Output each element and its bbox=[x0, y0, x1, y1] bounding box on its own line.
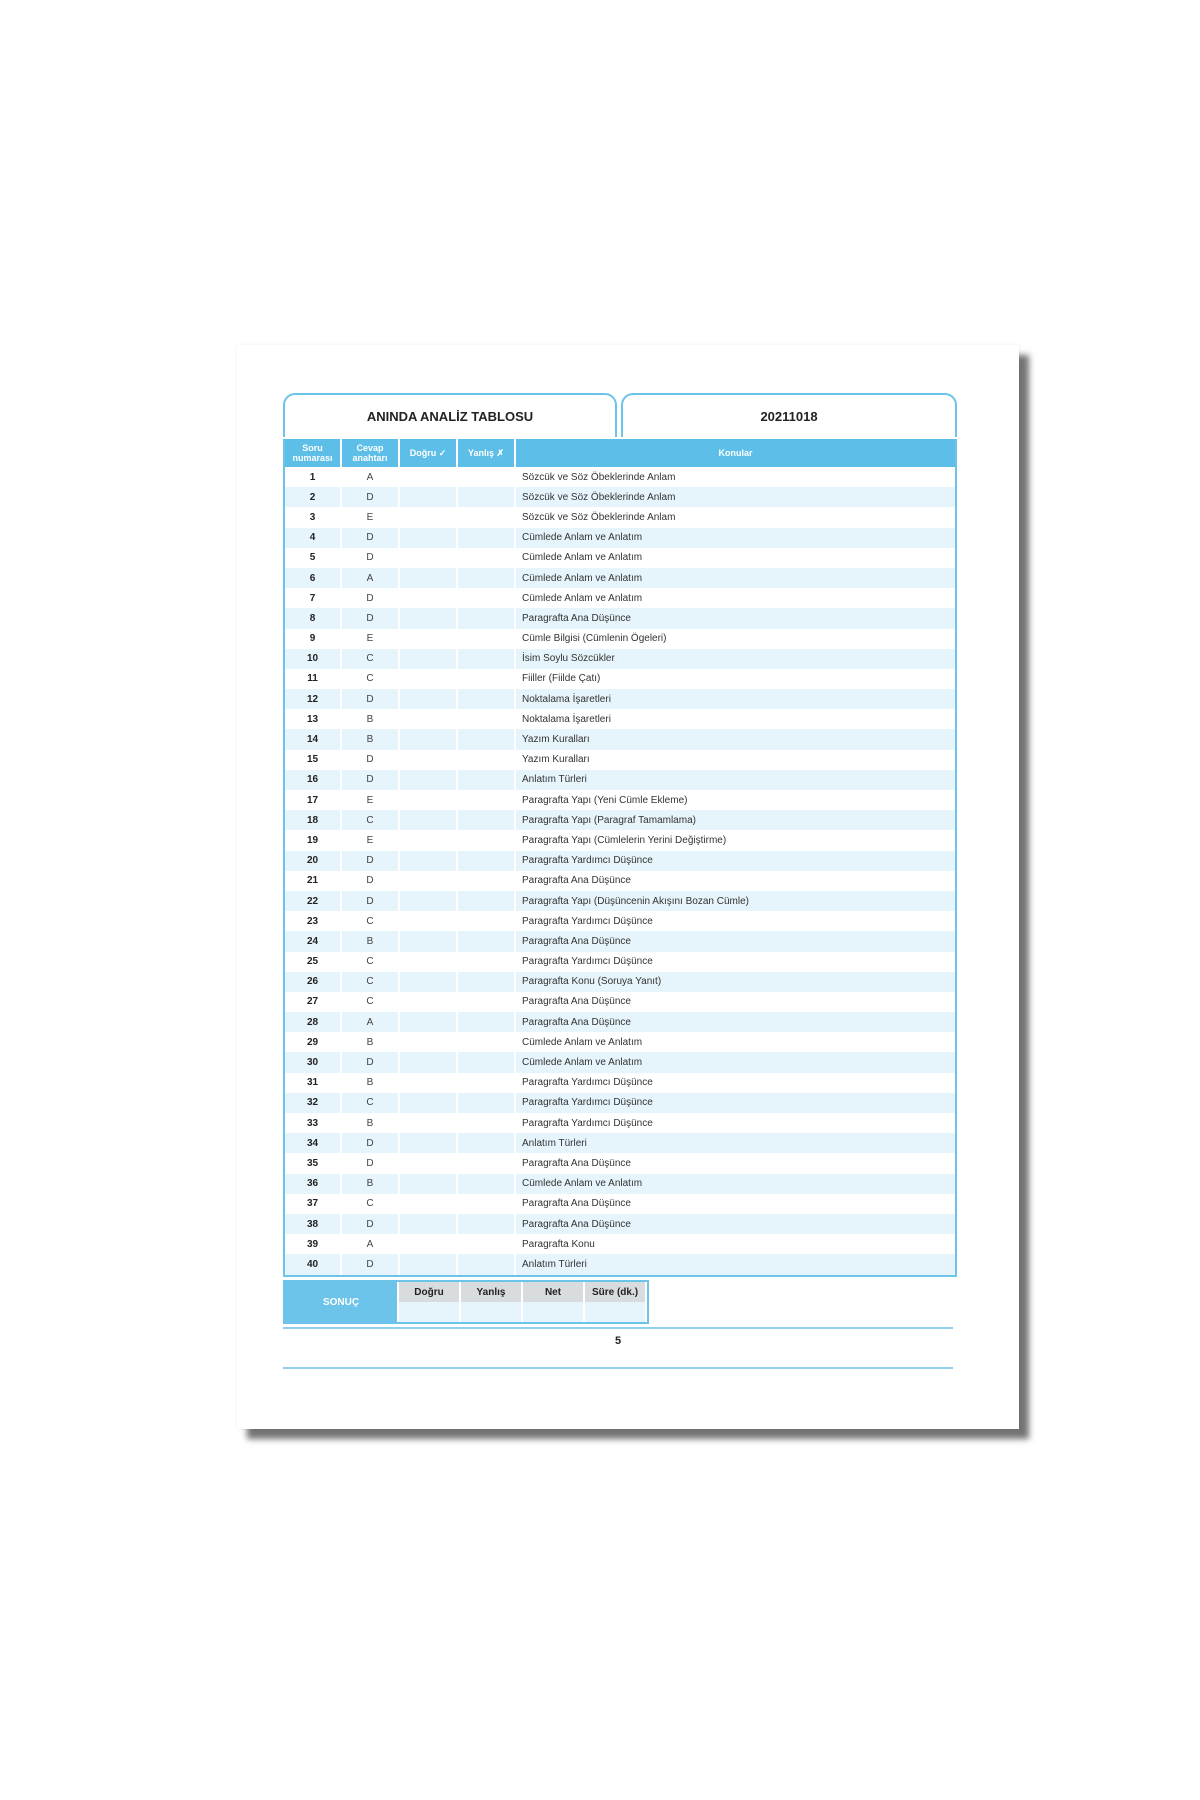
correct-mark-cell bbox=[399, 1093, 457, 1113]
correct-mark-cell bbox=[399, 931, 457, 951]
topic-name: Sözcük ve Söz Öbeklerinde Anlam bbox=[522, 471, 676, 483]
table-row bbox=[285, 911, 955, 931]
table-row bbox=[285, 952, 955, 972]
wrong-mark-cell bbox=[457, 1113, 515, 1133]
result-correct-cell bbox=[397, 1282, 459, 1322]
answer-key: E bbox=[341, 507, 399, 527]
correct-mark-cell bbox=[399, 1153, 457, 1173]
wrong-mark-cell bbox=[457, 669, 515, 689]
table-row bbox=[285, 669, 955, 689]
topic-name: Anlatım Türleri bbox=[515, 1254, 955, 1274]
correct-mark-cell bbox=[399, 1032, 457, 1052]
topic-name: Paragrafta Ana Düşünce bbox=[515, 608, 955, 628]
answer-key: D bbox=[341, 1052, 399, 1072]
answer-key: E bbox=[341, 790, 399, 810]
topic-name: Paragrafta Ana Düşünce bbox=[522, 996, 631, 1008]
topic-name: Anlatım Türleri bbox=[515, 1133, 955, 1153]
question-number: 10 bbox=[285, 649, 341, 669]
answer-key: C bbox=[341, 649, 399, 669]
table-row bbox=[285, 709, 955, 729]
answer-key: B bbox=[341, 1032, 399, 1052]
correct-mark-cell bbox=[399, 588, 457, 608]
topic-name: Cümlede Anlam ve Anlatım bbox=[515, 1052, 955, 1072]
wrong-mark-cell bbox=[457, 629, 515, 649]
wrong-mark-cell bbox=[457, 1052, 515, 1072]
topic-name: İsim Soylu Sözcükler bbox=[515, 649, 955, 669]
answer-key: D bbox=[341, 528, 399, 548]
wrong-mark-cell bbox=[457, 1012, 515, 1032]
correct-mark-cell bbox=[399, 649, 457, 669]
table-row bbox=[285, 810, 955, 830]
answer-key: D bbox=[341, 851, 399, 871]
answer-key: D bbox=[341, 689, 399, 709]
correct-mark-cell bbox=[399, 1234, 457, 1254]
topic-name: Paragrafta Yardımcı Düşünce bbox=[522, 1077, 653, 1089]
answer-key: B bbox=[341, 709, 399, 729]
correct-mark-cell bbox=[399, 1214, 457, 1234]
topic-name: Yazım Kuralları bbox=[522, 754, 590, 766]
wrong-mark-cell bbox=[457, 709, 515, 729]
wrong-mark-cell bbox=[457, 1174, 515, 1194]
wrong-mark-cell bbox=[457, 1234, 515, 1254]
table-row bbox=[285, 830, 955, 850]
header-wrong: Yanlış ✗ bbox=[457, 439, 515, 467]
question-number: 40 bbox=[285, 1254, 341, 1274]
table-row bbox=[285, 649, 955, 669]
result-net-cell bbox=[521, 1282, 583, 1322]
wrong-mark-cell bbox=[457, 588, 515, 608]
page-title: ANINDA ANALİZ TABLOSU bbox=[283, 393, 617, 437]
answer-key: C bbox=[341, 972, 399, 992]
answer-key: D bbox=[341, 487, 399, 507]
topic-name: Noktalama İşaretleri bbox=[515, 689, 955, 709]
topic-name: Cümlede Anlam ve Anlatım bbox=[515, 528, 955, 548]
result-wrong-cell bbox=[459, 1282, 521, 1322]
correct-mark-cell bbox=[399, 992, 457, 1012]
question-number: 2 bbox=[285, 487, 341, 507]
topic-name: Cümle Bilgisi (Cümlenin Ögeleri) bbox=[522, 633, 667, 645]
question-number: 19 bbox=[285, 830, 341, 850]
question-number: 16 bbox=[285, 770, 341, 790]
result-correct-value bbox=[399, 1302, 459, 1322]
table-row bbox=[285, 871, 955, 891]
topic-name: Paragrafta Yardımcı Düşünce bbox=[522, 956, 653, 968]
correct-mark-cell bbox=[399, 830, 457, 850]
result-net-header: Net bbox=[523, 1282, 583, 1302]
table-row bbox=[285, 1214, 955, 1234]
wrong-mark-cell bbox=[457, 891, 515, 911]
table-row bbox=[285, 750, 955, 770]
answer-key: E bbox=[341, 629, 399, 649]
wrong-mark-cell bbox=[457, 851, 515, 871]
table-row bbox=[285, 992, 955, 1012]
topic-name: Paragrafta Konu (Soruya Yanıt) bbox=[515, 972, 955, 992]
table-row bbox=[285, 972, 955, 992]
answer-key: D bbox=[341, 871, 399, 891]
table-row bbox=[285, 1234, 955, 1254]
topic-name: Paragrafta Yapı (Yeni Cümle Ekleme) bbox=[522, 794, 688, 806]
question-number: 36 bbox=[285, 1174, 341, 1194]
wrong-mark-cell bbox=[457, 528, 515, 548]
question-number: 3 bbox=[285, 507, 341, 527]
table-row bbox=[285, 1052, 955, 1072]
topic-name: Paragrafta Ana Düşünce bbox=[522, 875, 631, 887]
topic-name: Paragrafta Konu bbox=[522, 1238, 595, 1250]
correct-mark-cell bbox=[399, 729, 457, 749]
wrong-mark-cell bbox=[457, 992, 515, 1012]
answer-key: D bbox=[341, 1214, 399, 1234]
question-number: 18 bbox=[285, 810, 341, 830]
table-row bbox=[285, 1113, 955, 1133]
answer-key: D bbox=[341, 608, 399, 628]
table-row bbox=[285, 1194, 955, 1214]
question-number: 26 bbox=[285, 972, 341, 992]
table-row bbox=[285, 588, 955, 608]
answer-key: B bbox=[341, 1174, 399, 1194]
table-header-row bbox=[285, 439, 955, 467]
answer-key: A bbox=[341, 1012, 399, 1032]
wrong-mark-cell bbox=[457, 507, 515, 527]
question-number: 30 bbox=[285, 1052, 341, 1072]
question-number: 38 bbox=[285, 1214, 341, 1234]
wrong-mark-cell bbox=[457, 1093, 515, 1113]
correct-mark-cell bbox=[399, 669, 457, 689]
topic-name: Fiiller (Fiilde Çatı) bbox=[522, 673, 601, 685]
wrong-mark-cell bbox=[457, 689, 515, 709]
topic-name: Paragrafta Ana Düşünce bbox=[515, 1214, 955, 1234]
table-row bbox=[285, 851, 955, 871]
header-question-number: Soru numarası bbox=[285, 439, 341, 467]
question-number: 31 bbox=[285, 1073, 341, 1093]
header-answer-key: Cevap anahtarı bbox=[341, 439, 399, 467]
question-number: 24 bbox=[285, 931, 341, 951]
answer-key: D bbox=[341, 1153, 399, 1173]
table-row bbox=[285, 770, 955, 790]
divider-bottom bbox=[283, 1367, 953, 1369]
correct-mark-cell bbox=[399, 689, 457, 709]
answer-key: A bbox=[341, 467, 399, 487]
answer-key: D bbox=[341, 750, 399, 770]
correct-mark-cell bbox=[399, 911, 457, 931]
topic-name: Cümlede Anlam ve Anlatım bbox=[515, 1174, 955, 1194]
table-row bbox=[285, 790, 955, 810]
answer-key: D bbox=[341, 891, 399, 911]
table-row bbox=[285, 891, 955, 911]
correct-mark-cell bbox=[399, 467, 457, 487]
answer-key: D bbox=[341, 1254, 399, 1274]
correct-mark-cell bbox=[399, 1012, 457, 1032]
correct-mark-cell bbox=[399, 790, 457, 810]
question-number: 23 bbox=[285, 911, 341, 931]
question-number: 15 bbox=[285, 750, 341, 770]
table-row bbox=[285, 729, 955, 749]
table-row bbox=[285, 931, 955, 951]
correct-mark-cell bbox=[399, 1113, 457, 1133]
question-number: 37 bbox=[285, 1194, 341, 1214]
wrong-mark-cell bbox=[457, 830, 515, 850]
topic-name: Paragrafta Yapı (Cümlelerin Yerini Değiştirme) bbox=[522, 834, 727, 846]
topic-name: Paragrafta Yardımcı Düşünce bbox=[515, 851, 955, 871]
topic-name: Paragrafta Ana Düşünce bbox=[522, 1157, 631, 1169]
result-net-value bbox=[523, 1302, 583, 1322]
result-time-value bbox=[585, 1302, 645, 1322]
table-row bbox=[285, 467, 955, 487]
wrong-mark-cell bbox=[457, 548, 515, 568]
table-row bbox=[285, 507, 955, 527]
wrong-mark-cell bbox=[457, 1194, 515, 1214]
question-number: 14 bbox=[285, 729, 341, 749]
wrong-mark-cell bbox=[457, 467, 515, 487]
topic-name: Cümlede Anlam ve Anlatım bbox=[522, 1036, 643, 1048]
answer-key: D bbox=[341, 548, 399, 568]
topic-name: Yazım Kuralları bbox=[515, 729, 955, 749]
wrong-mark-cell bbox=[457, 1032, 515, 1052]
wrong-mark-cell bbox=[457, 952, 515, 972]
question-number: 5 bbox=[285, 548, 341, 568]
question-number: 39 bbox=[285, 1234, 341, 1254]
wrong-mark-cell bbox=[457, 911, 515, 931]
correct-mark-cell bbox=[399, 487, 457, 507]
wrong-mark-cell bbox=[457, 1133, 515, 1153]
question-number: 27 bbox=[285, 992, 341, 1012]
topic-name: Paragrafta Ana Düşünce bbox=[522, 1198, 631, 1210]
table-body bbox=[285, 467, 955, 1275]
table-row bbox=[285, 1133, 955, 1153]
question-number: 6 bbox=[285, 568, 341, 588]
question-number: 29 bbox=[285, 1032, 341, 1052]
table-row bbox=[285, 1093, 955, 1113]
answer-key: B bbox=[341, 931, 399, 951]
wrong-mark-cell bbox=[457, 931, 515, 951]
table-row bbox=[285, 1174, 955, 1194]
topic-name: Cümlede Anlam ve Anlatım bbox=[522, 592, 643, 604]
question-number: 20 bbox=[285, 851, 341, 871]
table-row bbox=[285, 629, 955, 649]
document-page bbox=[237, 345, 1019, 1429]
divider-top bbox=[283, 1327, 953, 1329]
wrong-mark-cell bbox=[457, 1214, 515, 1234]
answer-key: C bbox=[341, 669, 399, 689]
answer-key: C bbox=[341, 952, 399, 972]
topic-name: Paragrafta Yapı (Düşüncenin Akışını Bozan Cümle) bbox=[515, 891, 955, 911]
table-row bbox=[285, 568, 955, 588]
topic-name: Cümlede Anlam ve Anlatım bbox=[522, 552, 643, 564]
result-wrong-header: Yanlış bbox=[461, 1282, 521, 1302]
wrong-mark-cell bbox=[457, 1153, 515, 1173]
question-number: 1 bbox=[285, 467, 341, 487]
question-number: 8 bbox=[285, 608, 341, 628]
question-number: 7 bbox=[285, 588, 341, 608]
question-number: 35 bbox=[285, 1153, 341, 1173]
answer-key: D bbox=[341, 1133, 399, 1153]
wrong-mark-cell bbox=[457, 871, 515, 891]
topic-name: Paragrafta Ana Düşünce bbox=[515, 931, 955, 951]
correct-mark-cell bbox=[399, 851, 457, 871]
result-correct-header: Doğru bbox=[399, 1282, 459, 1302]
answer-key: C bbox=[341, 992, 399, 1012]
correct-mark-cell bbox=[399, 750, 457, 770]
wrong-mark-cell bbox=[457, 750, 515, 770]
topic-name: Sözcük ve Söz Öbeklerinde Anlam bbox=[515, 487, 955, 507]
correct-mark-cell bbox=[399, 709, 457, 729]
result-label: SONUÇ bbox=[285, 1282, 397, 1322]
wrong-mark-cell bbox=[457, 810, 515, 830]
correct-mark-cell bbox=[399, 1174, 457, 1194]
correct-mark-cell bbox=[399, 1133, 457, 1153]
topic-name: Cümlede Anlam ve Anlatım bbox=[515, 568, 955, 588]
correct-mark-cell bbox=[399, 770, 457, 790]
answer-key: A bbox=[341, 1234, 399, 1254]
result-wrong-value bbox=[461, 1302, 521, 1322]
correct-mark-cell bbox=[399, 548, 457, 568]
wrong-mark-cell bbox=[457, 1254, 515, 1274]
answer-key: A bbox=[341, 568, 399, 588]
topic-name: Paragrafta Yardımcı Düşünce bbox=[515, 1093, 955, 1113]
question-number: 21 bbox=[285, 871, 341, 891]
answer-key: D bbox=[341, 770, 399, 790]
correct-mark-cell bbox=[399, 568, 457, 588]
question-number: 17 bbox=[285, 790, 341, 810]
question-number: 12 bbox=[285, 689, 341, 709]
topic-name: Anlatım Türleri bbox=[515, 770, 955, 790]
question-number: 33 bbox=[285, 1113, 341, 1133]
wrong-mark-cell bbox=[457, 1073, 515, 1093]
correct-mark-cell bbox=[399, 952, 457, 972]
topic-name: Paragrafta Yardımcı Düşünce bbox=[522, 1117, 653, 1129]
answer-key: C bbox=[341, 810, 399, 830]
page-number: 5 bbox=[614, 1335, 622, 1347]
question-number: 28 bbox=[285, 1012, 341, 1032]
question-number: 32 bbox=[285, 1093, 341, 1113]
topic-name: Sözcük ve Söz Öbeklerinde Anlam bbox=[522, 511, 676, 523]
table-row bbox=[285, 608, 955, 628]
answer-key: C bbox=[341, 1194, 399, 1214]
answer-key: B bbox=[341, 1073, 399, 1093]
question-number: 25 bbox=[285, 952, 341, 972]
correct-mark-cell bbox=[399, 507, 457, 527]
wrong-mark-cell bbox=[457, 568, 515, 588]
answer-key: C bbox=[341, 1093, 399, 1113]
answer-key: D bbox=[341, 588, 399, 608]
table-row bbox=[285, 1012, 955, 1032]
correct-mark-cell bbox=[399, 528, 457, 548]
header-correct: Doğru ✓ bbox=[399, 439, 457, 467]
wrong-mark-cell bbox=[457, 770, 515, 790]
table-row bbox=[285, 1153, 955, 1173]
wrong-mark-cell bbox=[457, 487, 515, 507]
result-box bbox=[283, 1280, 649, 1324]
result-time-header: Süre (dk.) bbox=[585, 1282, 645, 1302]
wrong-mark-cell bbox=[457, 729, 515, 749]
wrong-mark-cell bbox=[457, 972, 515, 992]
wrong-mark-cell bbox=[457, 649, 515, 669]
question-number: 22 bbox=[285, 891, 341, 911]
correct-mark-cell bbox=[399, 972, 457, 992]
correct-mark-cell bbox=[399, 1052, 457, 1072]
question-number: 11 bbox=[285, 669, 341, 689]
correct-mark-cell bbox=[399, 1194, 457, 1214]
answer-key: C bbox=[341, 911, 399, 931]
table-row bbox=[285, 1073, 955, 1093]
table-row bbox=[285, 548, 955, 568]
answer-key: B bbox=[341, 1113, 399, 1133]
correct-mark-cell bbox=[399, 810, 457, 830]
correct-mark-cell bbox=[399, 891, 457, 911]
correct-mark-cell bbox=[399, 1073, 457, 1093]
table-row bbox=[285, 528, 955, 548]
topic-name: Paragrafta Ana Düşünce bbox=[515, 1012, 955, 1032]
correct-mark-cell bbox=[399, 871, 457, 891]
table-row bbox=[285, 689, 955, 709]
topic-name: Noktalama İşaretleri bbox=[522, 713, 611, 725]
table-row bbox=[285, 1254, 955, 1274]
correct-mark-cell bbox=[399, 1254, 457, 1274]
question-number: 9 bbox=[285, 629, 341, 649]
answer-key: E bbox=[341, 830, 399, 850]
exam-code: 20211018 bbox=[621, 393, 957, 437]
result-time-cell bbox=[583, 1282, 645, 1322]
table-row bbox=[285, 487, 955, 507]
table-row bbox=[285, 1032, 955, 1052]
question-number: 13 bbox=[285, 709, 341, 729]
correct-mark-cell bbox=[399, 608, 457, 628]
question-number: 4 bbox=[285, 528, 341, 548]
correct-mark-cell bbox=[399, 629, 457, 649]
answer-key: B bbox=[341, 729, 399, 749]
topic-name: Paragrafta Yardımcı Düşünce bbox=[522, 915, 653, 927]
wrong-mark-cell bbox=[457, 790, 515, 810]
topic-name: Paragrafta Yapı (Paragraf Tamamlama) bbox=[515, 810, 955, 830]
wrong-mark-cell bbox=[457, 608, 515, 628]
question-number: 34 bbox=[285, 1133, 341, 1153]
analysis-table bbox=[283, 439, 957, 1277]
header-topics: Konular bbox=[515, 439, 955, 467]
